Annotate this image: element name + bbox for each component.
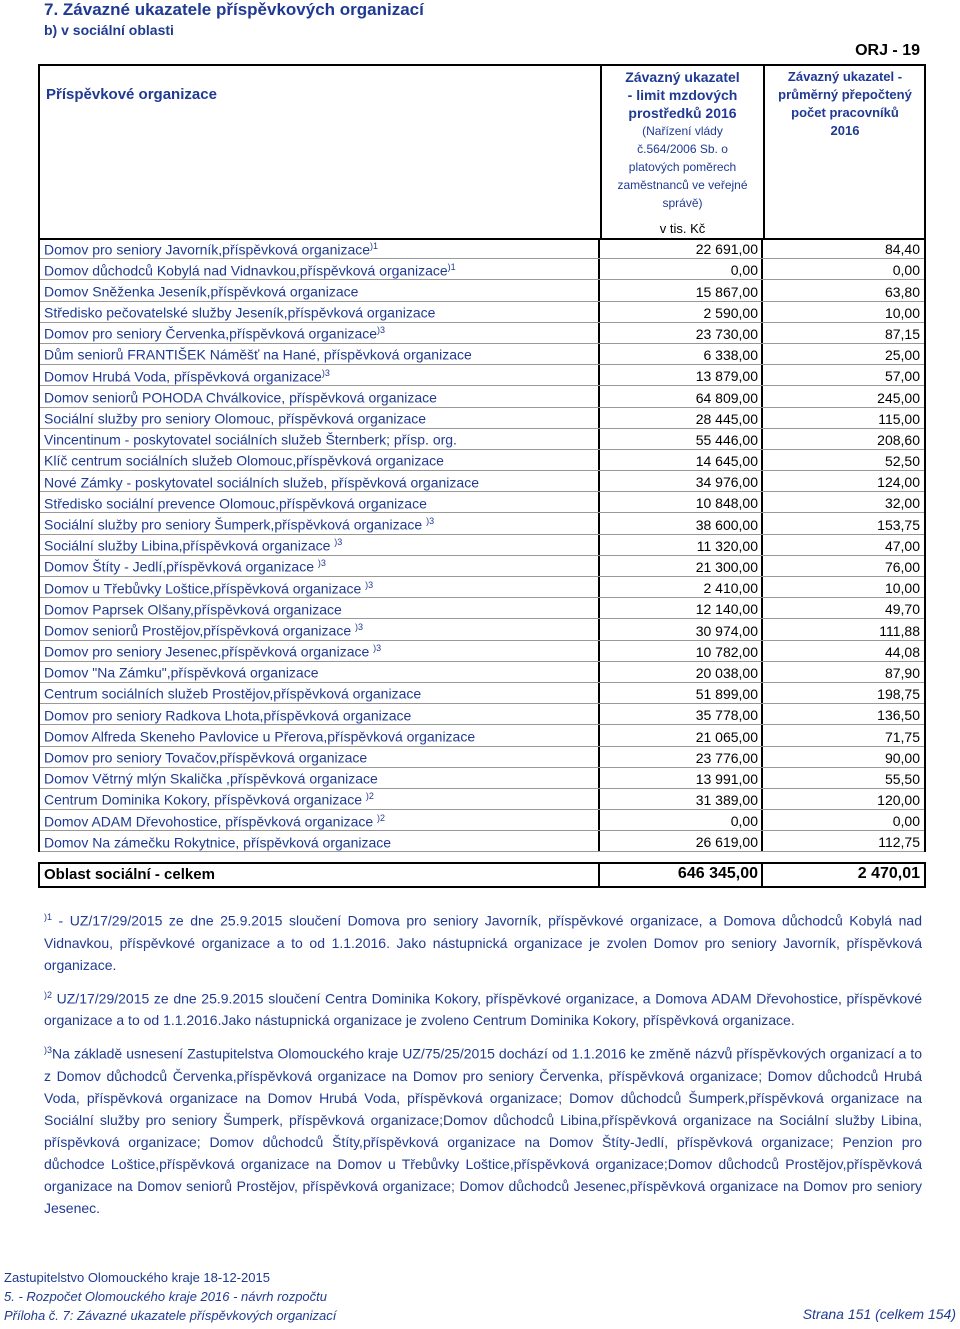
organization-name	[44, 558, 326, 575]
wage-limit-value: 26 619,00	[695, 834, 758, 851]
table-row	[40, 450, 924, 471]
staff-count-value: 49,70	[884, 601, 920, 618]
wage-limit-value: 6 338,00	[703, 347, 758, 364]
staff-count-value: 57,00	[884, 368, 920, 385]
organization-name-text: Středisko sociální prevence Olomouc,příspěvková organizace	[44, 495, 427, 512]
header-organizations: Příspěvkové organizace	[46, 86, 217, 103]
column-divider	[761, 725, 763, 746]
organization-name-text: Domov seniorů POHODA Chválkovice, příspěvková organizace	[44, 389, 437, 406]
footnote-text: UZ/17/29/2015 ze dne 25.9.2015 sloučení Centra Dominika Kokory, příspěvkové organizace, a Domova ADAM Dřevohostice, příspěvkové organizace a to od 1.1.2016.Jako nástupnická organizace je zvoleno Centrum Dominika Kokory, příspěvková organizace.	[44, 990, 922, 1029]
column-divider	[598, 810, 600, 831]
organization-name	[44, 580, 373, 597]
staff-count-value: 84,40	[884, 241, 920, 258]
column-divider	[598, 492, 600, 513]
column-divider	[761, 641, 763, 662]
column-divider	[598, 408, 600, 429]
footnote-text: - UZ/17/29/2015 ze dne 25.9.2015 sloučení Domova pro seniory Javorník, příspěvkové organizace, a Domova důchodců Kobylá nad Vidnavkou, příspěvkové organizace a to od 1.1.2016. Jako nástupnická organizace je zvolen Domov pro seniory Javorník, příspěvková organizace.	[44, 912, 922, 973]
organization-name	[44, 452, 444, 469]
table-row	[40, 641, 924, 662]
column-divider	[598, 747, 600, 768]
footnote-ref: )1	[370, 240, 379, 251]
table-row	[40, 280, 924, 301]
organization-name-text: Nové Zámky - poskytovatel sociálních služeb, příspěvková organizace	[44, 474, 479, 491]
wage-limit-value: 64 809,00	[695, 389, 758, 406]
footer-line: Příloha č. 7: Závazné ukazatele příspěvkových organizací	[4, 1308, 337, 1323]
column-divider	[761, 513, 763, 534]
staff-count-value: 245,00	[877, 389, 920, 406]
column-divider	[761, 831, 763, 852]
footnote-ref: )3	[373, 643, 382, 654]
staff-count-value: 115,00	[878, 410, 920, 427]
column-divider	[598, 429, 600, 450]
page-title: 7. Závazné ukazatele příspěvkových organizací	[44, 0, 424, 19]
organization-name	[44, 770, 378, 787]
column-divider	[761, 492, 763, 513]
wage-limit-value: 14 645,00	[695, 453, 758, 470]
organization-name	[44, 389, 437, 406]
footnotes	[44, 906, 922, 1227]
organization-name-text: Sociální služby pro seniory Olomouc, příspěvková organizace	[44, 410, 427, 427]
wage-limit-value: 38 600,00	[695, 516, 758, 533]
wage-limit-value: 10 782,00	[695, 643, 758, 660]
wage-limit-value: 31 389,00	[695, 792, 758, 809]
header-wage-limit-line: Závazný ukazatel	[625, 69, 740, 85]
organization-name	[44, 664, 319, 681]
organization-name-text: Centrum Dominika Kokory, příspěvková organizace	[44, 792, 366, 809]
staff-count-value: 10,00	[884, 580, 920, 597]
staff-count-value: 71,75	[884, 728, 920, 745]
column-divider	[761, 789, 763, 810]
footnote-ref: )3	[334, 537, 343, 548]
column-divider	[761, 450, 763, 471]
column-divider	[598, 683, 600, 704]
staff-count-value: 25,00	[884, 347, 920, 364]
column-divider	[598, 280, 600, 301]
organization-name	[44, 325, 385, 342]
column-divider	[761, 768, 763, 789]
column-divider	[761, 302, 763, 323]
wage-limit-value: 2 410,00	[703, 580, 758, 597]
staff-count-value: 47,00	[884, 537, 920, 554]
column-divider	[761, 577, 763, 598]
staff-count-value: 136,50	[877, 707, 920, 724]
organization-name-text: Centrum sociálních služeb Prostějov,příspěvková organizace	[44, 686, 422, 703]
organization-name	[44, 346, 472, 363]
footer-line: Zastupitelstvo Olomouckého kraje 18-12-2015	[4, 1270, 270, 1285]
column-divider	[598, 386, 600, 407]
table-row	[40, 492, 924, 513]
column-divider	[761, 864, 763, 886]
footnote-ref: )3	[365, 579, 374, 590]
footnote	[44, 1039, 922, 1219]
organization-name	[44, 474, 479, 491]
column-divider	[598, 662, 600, 683]
footer-line: 5. - Rozpočet Olomouckého kraje 2016 - návrh rozpočtu	[4, 1289, 328, 1304]
column-divider	[761, 556, 763, 577]
column-divider	[598, 864, 600, 886]
column-divider	[598, 513, 600, 534]
table-row	[40, 365, 924, 386]
wage-limit-value: 20 038,00	[695, 664, 758, 681]
staff-count-value: 76,00	[884, 559, 920, 575]
column-divider	[598, 238, 600, 259]
staff-count-value: 153,75	[877, 516, 920, 533]
table-row	[40, 259, 924, 280]
footnote-ref: )3	[355, 621, 364, 632]
table-row	[40, 747, 924, 768]
wage-limit-value: 13 879,00	[695, 368, 758, 385]
table-row	[40, 238, 924, 259]
header-staff-count-line: počet pracovníků	[791, 105, 899, 120]
column-divider	[761, 238, 763, 259]
organization-name	[44, 643, 381, 660]
organization-name	[44, 368, 330, 385]
organization-name-text: Sociální služby Libina,příspěvková organizace	[44, 537, 335, 554]
table-row	[40, 619, 924, 640]
column-divider	[761, 408, 763, 429]
organization-name	[44, 622, 363, 639]
organization-name-text: Vincentinum - poskytovatel sociálních služeb Šternberk; přísp. org.	[44, 431, 457, 448]
table-row	[40, 831, 924, 852]
orj-label: ORJ - 19	[855, 42, 920, 59]
table-row	[40, 429, 924, 450]
organization-name	[44, 262, 456, 279]
organization-name	[44, 707, 411, 724]
total-row	[38, 862, 926, 888]
header-wage-limit-line: zaměstnanců ve veřejné	[617, 178, 748, 192]
column-divider	[761, 704, 763, 725]
column-divider	[598, 725, 600, 746]
wage-limit-value: 35 778,00	[695, 707, 758, 724]
organization-name	[44, 410, 426, 427]
footnote-ref: )3	[317, 558, 326, 569]
column-divider	[598, 768, 600, 789]
organization-name-text: Domov seniorů Prostějov,příspěvková organizace	[44, 622, 356, 639]
staff-count-value: 63,80	[884, 283, 920, 300]
staff-count-value: 0,00	[892, 813, 920, 830]
organization-name-text: Domov pro seniory Radkova Lhota,příspěvková organizace	[44, 707, 412, 724]
column-divider	[761, 386, 763, 407]
organization-name	[44, 283, 358, 300]
organization-name-text: Domov ADAM Dřevohostice, příspěvková organizace	[44, 813, 378, 830]
organization-name-text: Domov "Na Zámku",příspěvková organizace	[44, 664, 319, 681]
table-row	[40, 768, 924, 789]
footnote-marker: )3	[44, 1045, 53, 1056]
staff-count-value: 32,00	[884, 495, 920, 512]
wage-limit-value: 12 140,00	[695, 601, 758, 618]
column-divider	[761, 429, 763, 450]
organization-name	[44, 516, 434, 533]
staff-count-value: 87,90	[884, 664, 920, 681]
column-divider	[598, 831, 600, 852]
table-row	[40, 408, 924, 429]
column-divider	[598, 641, 600, 662]
total-staff-count: 2 470,01	[857, 865, 920, 882]
staff-count-value: 120,00	[877, 792, 920, 809]
footnote-ref: )2	[365, 791, 374, 802]
organization-name-text: Domov Sněženka Jeseník,příspěvková organizace	[44, 283, 359, 300]
wage-limit-value: 10 848,00	[695, 495, 758, 512]
staff-count-value: 112,75	[878, 834, 920, 851]
header-wage-limit-line: platových poměrech	[628, 160, 737, 174]
header-staff-count-line: průměrný přepočtený	[778, 87, 912, 102]
table-row	[40, 302, 924, 323]
organization-name-text: Domov Větrný mlýn Skalička ,příspěvková organizace	[44, 770, 378, 787]
column-divider	[761, 471, 763, 492]
column-divider	[598, 619, 600, 640]
column-divider	[761, 619, 763, 640]
column-divider	[761, 535, 763, 556]
table-row	[40, 471, 924, 492]
table-row	[40, 725, 924, 746]
organization-name	[44, 431, 457, 448]
wage-limit-value: 13 991,00	[695, 770, 758, 787]
organization-name-text: Sociální služby pro seniory Šumperk,příspěvková organizace	[44, 516, 427, 533]
wage-limit-value: 11 320,00	[696, 537, 758, 554]
organization-name	[44, 685, 421, 702]
table-row	[40, 810, 924, 831]
wage-limit-value: 22 691,00	[695, 241, 758, 258]
wage-limit-value: 51 899,00	[695, 686, 758, 703]
wage-limit-value: 34 976,00	[695, 474, 758, 491]
footnote-ref: )3	[377, 325, 386, 336]
organization-name-text: Dům seniorů FRANTIŠEK Náměšť na Hané, příspěvková organizace	[44, 347, 472, 364]
footnote	[44, 984, 922, 1032]
wage-limit-value: 30 974,00	[695, 622, 758, 639]
table-row	[40, 598, 924, 619]
column-divider	[761, 323, 763, 344]
total-label: Oblast sociální - celkem	[44, 866, 215, 883]
wage-limit-value: 0,00	[730, 262, 758, 279]
table-row	[40, 683, 924, 704]
column-divider	[761, 280, 763, 301]
table-row	[40, 789, 924, 810]
footnote	[44, 906, 922, 976]
organization-name-text: Domov pro seniory Javorník,příspěvková organizace	[44, 241, 371, 258]
header-wage-limit-line: č.564/2006 Sb. o	[637, 142, 728, 156]
footnote-marker: )2	[44, 989, 53, 1000]
wage-limit-value: 2 590,00	[703, 304, 758, 321]
header-wage-limit-line: - limit mzdových	[627, 87, 738, 103]
column-divider	[598, 577, 600, 598]
column-divider	[761, 662, 763, 683]
header-wage-limit-line: prostředků 2016	[628, 105, 737, 121]
organization-name	[44, 601, 342, 618]
organization-name-text: Domov pro seniory Červenka,příspěvková organizace	[44, 325, 378, 342]
staff-count-value: 0,00	[892, 262, 920, 279]
wage-limit-value: 21 300,00	[695, 559, 758, 575]
staff-count-value: 10,00	[884, 304, 920, 321]
staff-count-value: 208,60	[877, 431, 920, 448]
footnote-ref: )1	[447, 261, 456, 272]
organization-name	[44, 791, 374, 808]
organization-name	[44, 749, 367, 766]
header-wage-limit	[602, 68, 763, 236]
page-number: Strana 151 (celkem 154)	[802, 1306, 956, 1322]
column-divider	[598, 471, 600, 492]
organization-name-text: Domov pro seniory Tovačov,příspěvková organizace	[44, 749, 368, 766]
organization-name-text: Domov Paprsek Olšany,příspěvková organizace	[44, 601, 342, 618]
organization-name-text: Středisko pečovatelské služby Jeseník,příspěvková organizace	[44, 304, 436, 321]
wage-limit-value: 23 776,00	[695, 749, 758, 766]
column-divider	[598, 535, 600, 556]
organization-name-text: Domov Štíty - Jedlí,příspěvková organizace	[44, 559, 318, 575]
wage-limit-value: 55 446,00	[695, 431, 758, 448]
column-divider	[598, 556, 600, 577]
staff-count-value: 87,15	[884, 325, 920, 342]
column-divider	[598, 302, 600, 323]
staff-count-value: 124,00	[877, 474, 920, 491]
column-divider	[761, 683, 763, 704]
table-row	[40, 577, 924, 598]
staff-count-value: 90,00	[884, 749, 920, 766]
footnote-marker: )1	[44, 912, 53, 922]
staff-count-value: 111,88	[879, 622, 920, 639]
header-staff-count-line: Závazný ukazatel -	[787, 69, 903, 84]
table-header	[38, 64, 926, 240]
wage-limit-value: 15 867,00	[695, 283, 758, 300]
column-divider	[761, 598, 763, 619]
header-wage-limit-line: správě)	[662, 196, 703, 210]
column-divider	[598, 789, 600, 810]
table-row	[40, 513, 924, 534]
organization-name	[44, 813, 385, 830]
column-divider	[761, 810, 763, 831]
organization-name	[44, 495, 427, 512]
header-unit: v tis. Kč	[659, 221, 706, 236]
organization-name	[44, 834, 391, 851]
table-row	[40, 535, 924, 556]
header-staff-count	[765, 68, 925, 140]
column-divider	[598, 259, 600, 280]
staff-count-value: 52,50	[884, 453, 920, 470]
footnote-ref: )3	[321, 367, 330, 378]
row-rule	[40, 851, 924, 852]
wage-limit-value: 23 730,00	[695, 325, 758, 342]
column-divider	[598, 344, 600, 365]
table-row	[40, 323, 924, 344]
wage-limit-value: 21 065,00	[695, 728, 758, 745]
column-divider	[598, 704, 600, 725]
column-divider	[761, 365, 763, 386]
wage-limit-value: 28 445,00	[695, 410, 758, 427]
header-staff-count-line: 2016	[830, 123, 860, 138]
staff-count-value: 44,08	[884, 643, 920, 660]
page-subtitle: b) v sociální oblasti	[44, 22, 174, 38]
footnote-ref: )2	[377, 812, 386, 823]
staff-count-value: 55,50	[884, 770, 920, 787]
organization-name	[44, 241, 378, 258]
table-row	[40, 344, 924, 365]
organization-name-text: Domov Hrubá Voda, příspěvková organizace	[44, 368, 322, 385]
organization-name-text: Klíč centrum sociálních služeb Olomouc,příspěvková organizace	[44, 453, 444, 470]
organization-name	[44, 537, 342, 554]
table-row	[40, 662, 924, 683]
footnote-ref: )3	[426, 515, 435, 526]
organization-name-text: Domov pro seniory Jesenec,příspěvková organizace	[44, 643, 374, 660]
column-divider	[598, 598, 600, 619]
column-divider	[761, 259, 763, 280]
column-divider	[598, 323, 600, 344]
footnote-text: Na základě usnesení Zastupitelstva Olomouckého kraje UZ/75/25/2015 dochází od 1.1.2016 ke změně názvů příspěvkových organizací a to z Domov důchodců Červenka,příspěvková organizace na Domov pro seniory Červenka, příspěvková organizace; Domov důchodců Hrubá Voda, příspěvková organizace na Domov Hrubá Voda, příspěvková organizace; Domov důchodců Šumperk,příspěvková organizace na Sociální služby pro seniory Šumperk, příspěvková organizace;Domov důchodců Libina,příspěvková organizace na Sociální služby Libina, příspěvková organizace; Domov důchodců Štíty,příspěvková organizace na Domov Štíty-Jedlí, příspěvková organizace; Penzion pro důchodce Loštice,příspěvková organizace na Domov u Třebůvky Loštice,příspěvková organizace;Domov důchodců Prostějov,příspěvková organizace na Domov seniorů Prostějov, příspěvková organizace; Domov důchodců Jesenec,příspěvková organizace na Domov pro seniory Jesenec.	[44, 1045, 922, 1216]
table-row	[40, 386, 924, 407]
table-row	[40, 704, 924, 725]
column-divider	[598, 450, 600, 471]
organization-name-text: Domov Alfreda Skeneho Pavlovice u Přerova,příspěvková organizace	[44, 728, 476, 745]
organization-name-text: Domov Na zámečku Rokytnice, příspěvková organizace	[44, 834, 392, 851]
column-divider	[598, 365, 600, 386]
organization-name	[44, 728, 475, 745]
organization-name-text: Domov důchodců Kobylá nad Vidnavkou,příspěvková organizace	[44, 262, 448, 279]
organization-name	[44, 304, 435, 321]
total-wage-limit: 646 345,00	[677, 865, 758, 882]
header-wage-limit-line: (Nařízení vlády	[642, 124, 723, 138]
staff-count-value: 198,75	[877, 686, 920, 703]
organizations-table	[38, 238, 926, 852]
column-divider	[761, 747, 763, 768]
organization-name-text: Domov u Třebůvky Loštice,příspěvková organizace	[44, 580, 366, 597]
table-row	[40, 556, 924, 577]
wage-limit-value: 0,00	[730, 813, 758, 830]
column-divider	[761, 344, 763, 365]
